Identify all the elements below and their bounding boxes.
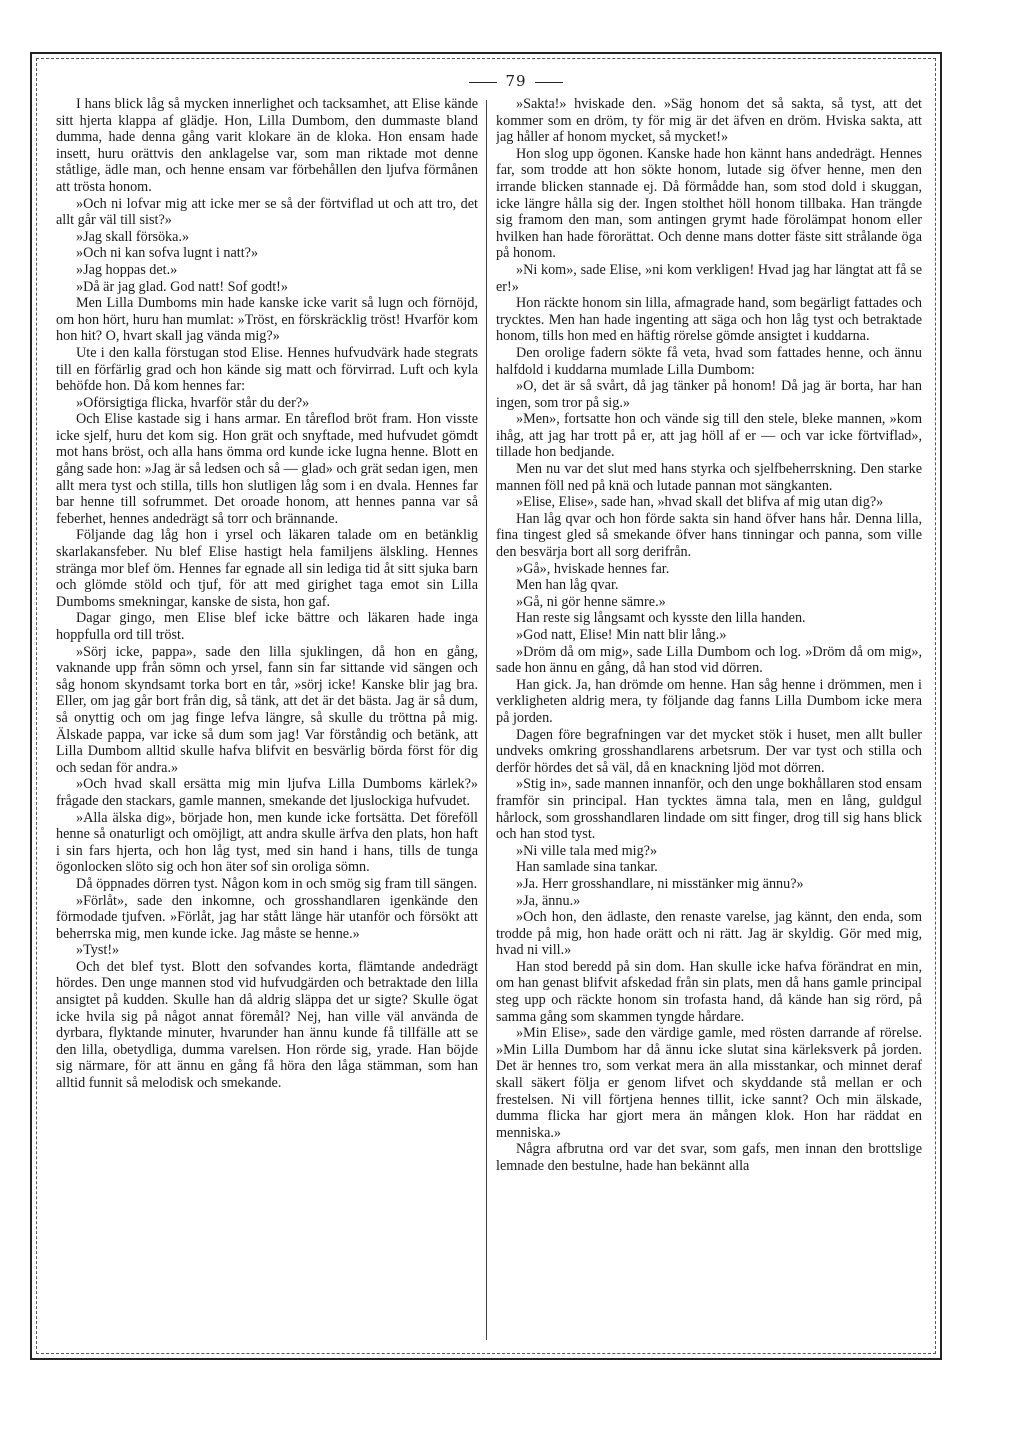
paragraph: »Alla älska dig», började hon, men kunde icke fortsätta. Det föreföll henne så onaturligt och omöjligt, att andra skulle ärfva den plats, hon haft i sin fars hjerta, och hon låg tyst, med sin hand i hans, tills de tunga ögonlocken slöto sig och hon äter sof sin oroliga sömn.: [56, 809, 478, 876]
paragraph: »Och ni lofvar mig att icke mer se så der förtviflad ut och att tro, det allt går väl till sist?»: [56, 195, 478, 229]
paragraph: »Stig in», sade mannen innanför, och den unge bokhållaren stod ensam framför sin principal. Han tycktes ämna tala, men en lång, guldgul hårlock, som grosshandlaren lindade om sitt finger, drog till sig hans blick och han stod tyst.: [496, 776, 922, 843]
paragraph: Hon räckte honom sin lilla, afmagrade hand, som begärligt fattades och trycktes. Men han hade ingenting att säga och hon låg tyst och betraktade honom, tills hon med en häftig rörelse gömde ansigtet i kuddarna.: [496, 295, 922, 345]
left-column: [56, 96, 478, 1350]
paragraph: »Tyst!»: [76, 942, 120, 959]
paragraph: I hans blick låg så mycken innerlighet och tacksamhet, att Elise kände sitt hjerta klappa af glädje. Hon, Lilla Dumbom, den dummaste bland dumma, hade denna gång varit klokare än de kloka. Hon ensam hade insett, huru orättvis den anklagelse var, som man riktade mot denne ståtlige, ädle man, och henne ensam var förbehållen den ljufva förmånen att trösta honom.: [56, 96, 478, 195]
paragraph: Han gick. Ja, han drömde om henne. Han såg henne i drömmen, men i verkligheten aldrig mera, ty följande dag fanns Lilla Dumbom icke mera på jorden.: [496, 676, 922, 726]
column-divider: [486, 100, 487, 1340]
page-number: [0, 72, 1032, 90]
paragraph: »Oförsigtiga flicka, hvarför står du der?»: [76, 394, 310, 411]
paragraph: Han låg qvar och hon förde sakta sin hand öfver hans hår. Denna lilla, fina tingest gled så smekande öfver hans tinningar och panna, som ville den besvärja bort all sorg derifrån.: [496, 510, 922, 561]
paragraph: »Min Elise», sade den värdige gamle, med rösten darrande af rörelse. »Min Lilla Dumbom har då ännu icke slutat sina kärleksverk på jorden. Det är hennes tro, som verkat mera än alla misstankar, och minnet deraf skall säkert följa er genom lifvet och skyddande stå mellan er och frestelsen. Ni vill förtjena hennes tillit, icke sannt? Och min älskade, dumma flicka har gjort mera än mången klok. Hon har räddat en menniska.»: [496, 1025, 922, 1141]
paragraph: Följande dag låg hon i yrsel och läkaren talade om en betänklig skarlakansfeber. Nu blef Elise hastigt hela familjens älskling. Hennes stränga mor blef öm. Hennes far egnade all sin lediga tid åt sitt sjuka barn och glömde stöld och tjuf, för att med girighet taga emot sin Lilla Dumboms smekningar, kanske de sista, hon gaf.: [56, 527, 478, 610]
paragraph: »Jag skall försöka.»: [76, 228, 190, 245]
right-column: [496, 96, 922, 1350]
paragraph: »Jag hoppas det.»: [76, 261, 178, 278]
paragraph: »Och hvad skall ersätta mig min ljufva Lilla Dumboms kärlek?» frågade den stackars, gamle mannen, smekande det ljuslockiga hufvudet.: [56, 776, 478, 809]
paragraph: »Då är jag glad. God natt! Sof godt!»: [76, 278, 288, 295]
paragraph: »Ja. Herr grosshandlare, ni misstänker mig ännu?»: [516, 875, 804, 892]
paragraph: »Dröm då om mig», sade Lilla Dumbom och log. »Dröm då om mig», sade hon ännu en gång, då han stod vid dörren.: [496, 643, 922, 677]
paragraph: Han stod beredd på sin dom. Han skulle icke hafva förändrat en min, om han genast blifvit afskedad från sin plats, men då hans gamle principal steg upp och räckte honom sin trofasta hand, då kände han sig rörd, på samma gång som skammen tyngde hårdare.: [496, 958, 922, 1025]
paragraph: Dagar gingo, men Elise blef icke bättre och läkaren hade inga hoppfulla ord till tröst.: [56, 610, 478, 643]
paragraph: »Ni ville tala med mig?»: [516, 842, 658, 859]
paragraph: Han samlade sina tankar.: [516, 859, 658, 876]
paragraph: Men nu var det slut med hans styrka och sjelfbeherrskning. Den starke mannen föll ned på knä och lutade pannan mot sängkanten.: [496, 461, 922, 494]
paragraph: »Gå, ni gör henne sämre.»: [516, 593, 666, 610]
paragraph: »Ni kom», sade Elise, »ni kom verkligen! Hvad jag har längtat att få se er!»: [496, 261, 922, 295]
paragraph: Men Lilla Dumboms min hade kanske icke varit så lugn och förnöjd, om hon hört, huru han mumlat: »Tröst, en förskräcklig tröst! Hvarför kom hon hit? O, hvart skall jag vända mig?»: [56, 295, 478, 345]
paragraph: »O, det är så svårt, då jag tänker på honom! Då jag är borta, har han ingen, som tror på sig.»: [496, 378, 922, 411]
page-number-text: 79: [505, 72, 527, 90]
page-number-dash-left: [469, 82, 497, 83]
paragraph: Hon slog upp ögonen. Kanske hade hon kännt hans andedrägt. Hennes far, som trodde att hon sökte honom, lutade sig öfver henne, men den irrande blicken stannade ej. Då förmådde han, som stod dold i skuggan, icke längre hålla sig der. Ingen stolthet höll honom tillbaka. Han trängde sig framom den man, som antingen grymt hade förolämpat honom eller hvilken han hade förorättat. Och denne mans dotter fäste sitt strålande öga på honom.: [496, 145, 922, 262]
paragraph: »Elise, Elise», sade han, »hvad skall det blifva af mig utan dig?»: [516, 494, 884, 511]
paragraph: »Gå», hviskade hennes far.: [516, 560, 670, 577]
paragraph: Och Elise kastade sig i hans armar. En tåreflod bröt fram. Hon visste icke sjelf, huru det kom sig. Hon grät och snyftade, med hufvudet gömdt mot hans bröst, och alla hans ömma ord kunde icke lugna henne. Blott en gång sade hon: »Jag är så ledsen och så — glad» och grät sedan igen, men allt mera tyst och stilla, tills hon slutligen låg som i en dvala. Hennes far bar henne till sofrummet. Det oroade honom, att hennes panna var så feberhet, hennes andedrägt så torr och brännande.: [56, 411, 478, 527]
paragraph: Några afbrutna ord var det svar, som gafs, men innan den brottslige lemnade den bestulne, hade han bekännt alla: [496, 1141, 922, 1174]
paragraph: Och det blef tyst. Blott den sofvandes korta, flämtande andedrägt hördes. Den unge mannen stod vid hufvudgärden och betraktade den lilla ansigtet på kudden. Skulle han då aldrig släppa det ur sigte? Skulle ögat icke hvila sig på något annat föremål? Nej, han ville väl använda de dyrbara, flyktande minuter, hvarunder han ännu kunde få tillfälle att se den lilla, obetydliga, dumma varelsen. Hon rörde sig, yrade. Han böjde sig närmare, för att ännu en gång få höra den låga stämman, som han alltid funnit så melodisk och smekande.: [56, 958, 478, 1092]
paragraph: »Men», fortsatte hon och vände sig till den stele, bleke mannen, »kom ihåg, att jag har trott på er, att jag höll af er — och var icke förtviflad», tillade hon bedjande.: [496, 411, 922, 461]
paragraph: »Och ni kan sofva lugnt i natt?»: [76, 245, 259, 262]
paragraph: Den orolige fadern sökte få veta, hvad som fattades henne, och ännu halfdold i kuddarna mumlade Lilla Dumbom:: [496, 344, 922, 378]
paragraph: »Förlåt», sade den inkomne, och grosshandlaren igenkände den förmodade tjufven. »Förlåt, jag har stått länge här utanför och försökt att beherrska mig, men kunde icke. Jag måste se henne.»: [56, 892, 478, 942]
paragraph: Dagen före begrafningen var det mycket stök i huset, men allt buller undveks omkring grosshandlarens arbetsrum. Der var tyst och stilla och derför hördes det så väl, då en knackning ljöd mot dörren.: [496, 726, 922, 776]
paragraph: »Och hon, den ädlaste, den renaste varelse, jag kännt, den enda, som trodde på mig, hon hade orätt och ni rätt. Jag är skyldig. Gör med mig, hvad ni vill.»: [496, 909, 922, 959]
paragraph: »Sörj icke, pappa», sade den lilla sjuklingen, då hon en gång, vaknande upp från sömn och yrsel, fann sin far sittande vid sängen och såg honom skyndsamt torka bort en tår, »sörj icke! Kanske blir jag bra. Eller, om jag går bort från dig, så tänk, att det är det bästa. Jag är så dum, så onyttig och om jag finge lefva längre, så skulle du tröttna på mig. Älskade pappa, var icke så dum som jag! Var förståndig och betänk, att Lilla Dumbom alltid skulle hafva blifvit en besvärlig börda först för dig och sedan för andra.»: [56, 643, 478, 776]
paragraph: »God natt, Elise! Min natt blir lång.»: [516, 627, 727, 643]
paragraph: »Ja, ännu.»: [516, 892, 581, 909]
paragraph: »Sakta!» hviskade den. »Säg honom det så sakta, så tyst, att det kommer som en dröm, ty för mig är det äfven en dröm. Hviska sakta, att jag håller af honom mycket, så mycket!»: [496, 96, 922, 146]
paragraph: Men han låg qvar.: [516, 577, 619, 594]
page-number-dash-right: [535, 82, 563, 83]
paragraph: Han reste sig långsamt och kysste den lilla handen.: [516, 610, 806, 627]
paragraph: Ute i den kalla förstugan stod Elise. Hennes hufvudvärk hade stegrats till en förfärlig grad och hon kände sig matt och förvirrad. Luft och kyla behöfde hon. Då kom hennes far:: [56, 344, 478, 395]
paragraph: Då öppnades dörren tyst. Någon kom in och smög sig fram till sängen.: [76, 875, 478, 892]
